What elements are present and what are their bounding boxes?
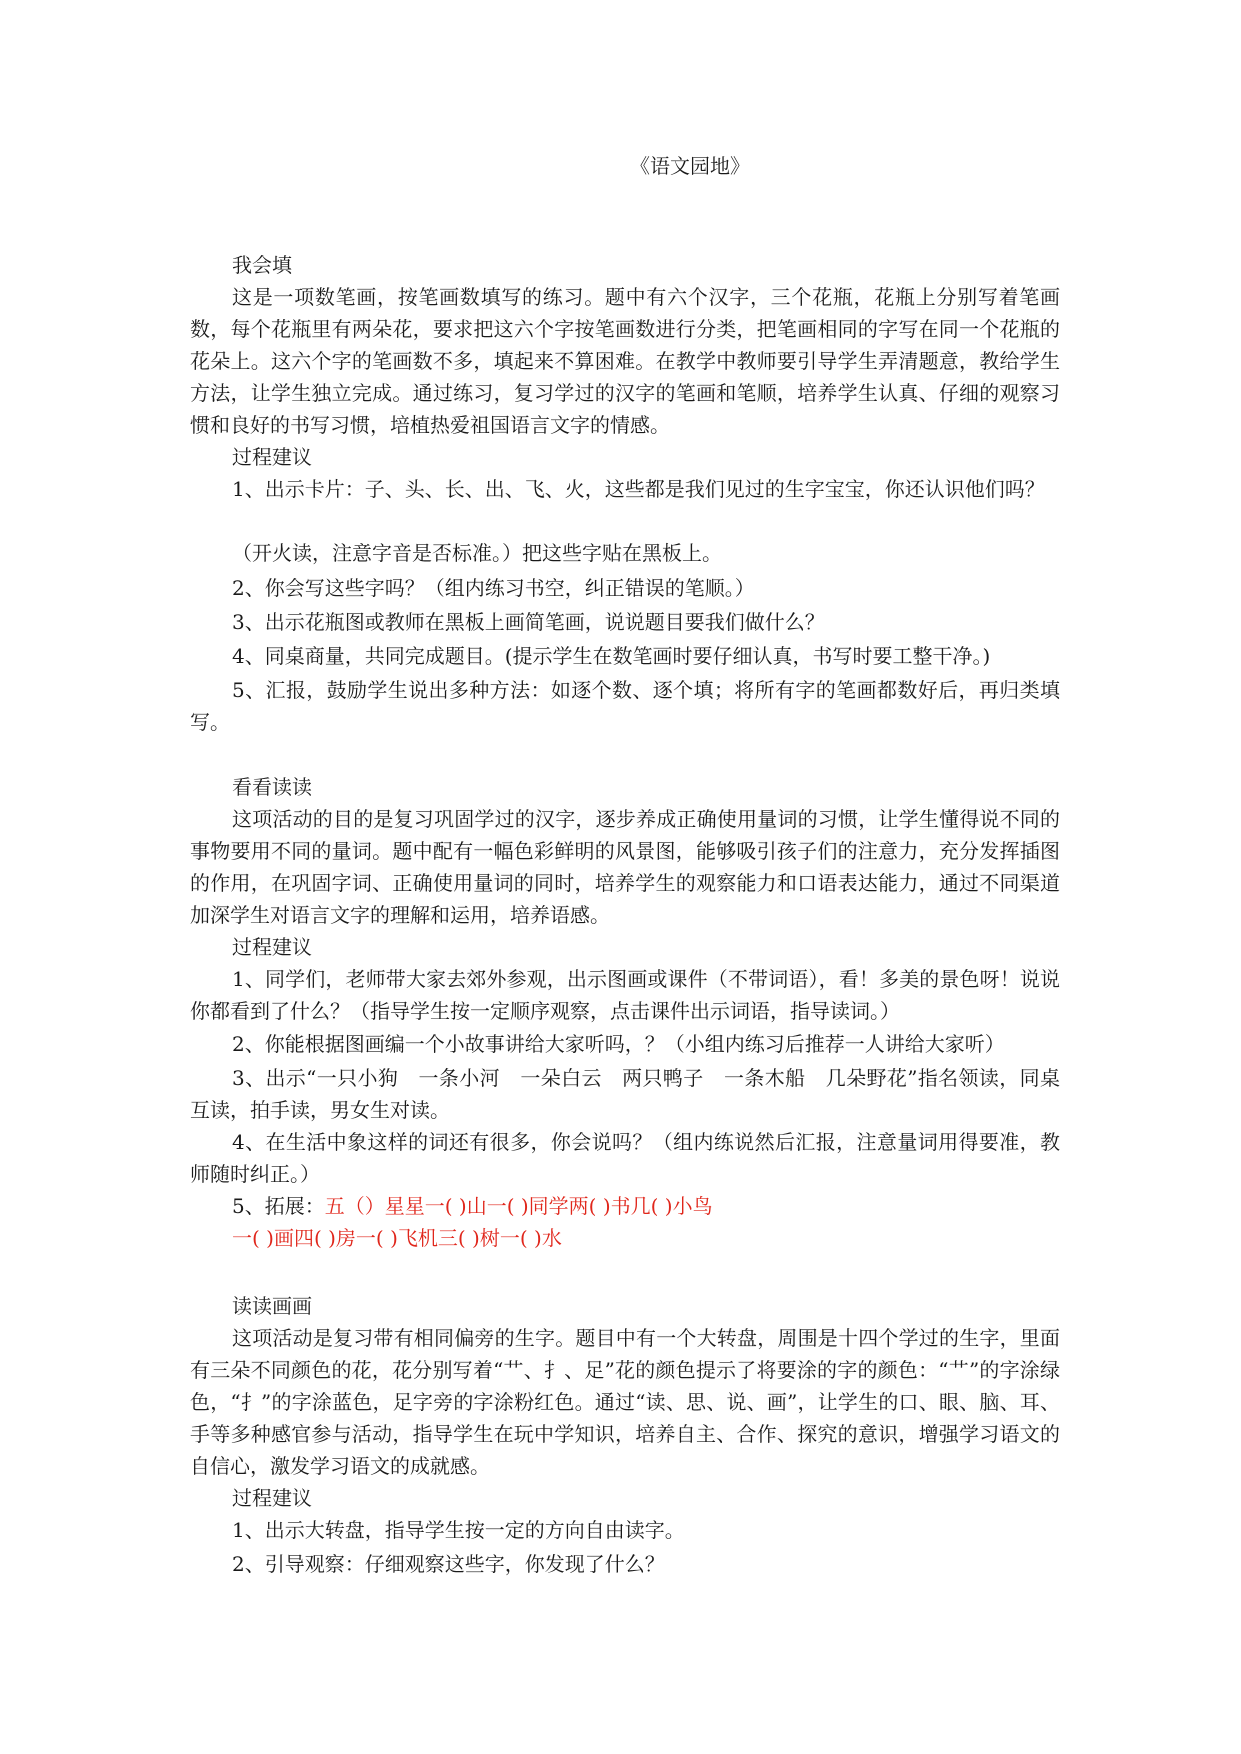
- extension-label: 5、拓展：: [232, 1194, 325, 1218]
- list-item: 2、引导观察：仔细观察这些字，你发现了什么？: [232, 1552, 665, 1576]
- list-item-note: （开火读，注意字音是否标准。）把这些字贴在黑板上。: [232, 541, 722, 565]
- paragraph: 这项活动的目的是复习巩固学过的汉字，逐步养成正确使用量词的习惯，让学生懂得说不同的事物要用不同的量词。题中配有一幅色彩鲜明的风景图，能够吸引孩子们的注意力，充分发挥插图的作用，在巩固字词、正确使用量词的同时，培养学生的观察能力和口语表达能力，通过不同渠道加深学生对语言文字的理解和运用，培养语感。: [190, 807, 1060, 927]
- paragraph: 这项活动是复习带有相同偏旁的生字。题目中有一个大转盘，周围是十四个学过的生字，里面有三朵不同颜色的花，花分别写着“艹、扌、足”花的颜色提示了将要涂的字的颜色：“艹”的字涂绿色，“扌”的字涂蓝色，足字旁的字涂粉红色。通过“读、思、说、画”，让学生的口、眼、脑、耳、手等多种感官参与活动，指导学生在玩中学知识，培养自主、合作、探究的意识，增强学习语文的自信心，激发学习语文的成就感。: [190, 1326, 1060, 1478]
- list-item: 4、在生活中象这样的词还有很多，你会说吗？（组内练说然后汇报，注意量词用得要准，教师随时纠正。）: [190, 1130, 1060, 1186]
- list-item: 3、出示花瓶图或教师在黑板上画简笔画，说说题目要我们做什么？: [232, 610, 825, 634]
- list-item: 5、汇报，鼓励学生说出多种方法：如逐个数、逐个填；将所有字的笔画都数好后，再归类填写。: [190, 678, 1060, 734]
- heading-text: 我会填: [232, 253, 292, 277]
- list-item: 3、出示“一只小狗 一条小河 一朵白云 两只鸭子 一条木船 几朵野花”指名领读，同桌互读，拍手读，男女生对读。: [190, 1066, 1060, 1122]
- section-heading-look-read: 看看读读: [232, 775, 312, 799]
- list-item: 1、出示大转盘，指导学生按一定的方向自由读字。: [232, 1518, 685, 1542]
- page-title: 《语文园地》: [630, 154, 750, 178]
- list-item: 2、你能根据图画编一个小故事讲给大家听吗，？（小组内练习后推荐一人讲给大家听）: [232, 1032, 1005, 1056]
- section-heading-read-draw: 读读画画: [232, 1294, 312, 1318]
- extension-red-text-2: 一( )画四( )房一( )飞机三( )树一( )水: [232, 1226, 562, 1250]
- list-item: 2、你会写这些字吗？（组内练习书空，纠正错误的笔顺。）: [232, 576, 755, 600]
- subheading: 过程建议: [232, 445, 312, 469]
- section-heading-fill: [190, 249, 1060, 281]
- list-item: 1、出示卡片：子、头、长、出、飞、火，这些都是我们见过的生字宝宝，你还认识他们吗？: [232, 477, 1045, 501]
- subheading: 过程建议: [232, 935, 312, 959]
- list-item: 1、同学们，老师带大家去郊外参观，出示图画或课件（不带词语），看！多美的景色呀！说说你都看到了什么？（指导学生按一定顺序观察，点击课件出示词语，指导读词。）: [190, 967, 1060, 1023]
- list-item-extension: [190, 1190, 1060, 1222]
- list-item: 4、同桌商量，共同完成题目。(提示学生在数笔画时要仔细认真，书写时要工整干净。): [232, 644, 991, 668]
- paragraph: 这是一项数笔画，按笔画数填写的练习。题中有六个汉字，三个花瓶，花瓶上分别写着笔画数，每个花瓶里有两朵花，要求把这六个字按笔画数进行分类，把笔画相同的字写在同一个花瓶的花朵上。这六个字的笔画数不多，填起来不算困难。在教学中教师要引导学生弄清题意，教给学生方法，让学生独立完成。通过练习，复习学过的汉字的笔画和笔顺，培养学生认真、仔细的观察习惯和良好的书写习惯，培植热爱祖国语言文字的情感。: [190, 285, 1060, 437]
- extension-red-text-1: 五（）星星一( )山一( )同学两( )书几( )小鸟: [324, 1194, 713, 1218]
- subheading: 过程建议: [232, 1486, 312, 1510]
